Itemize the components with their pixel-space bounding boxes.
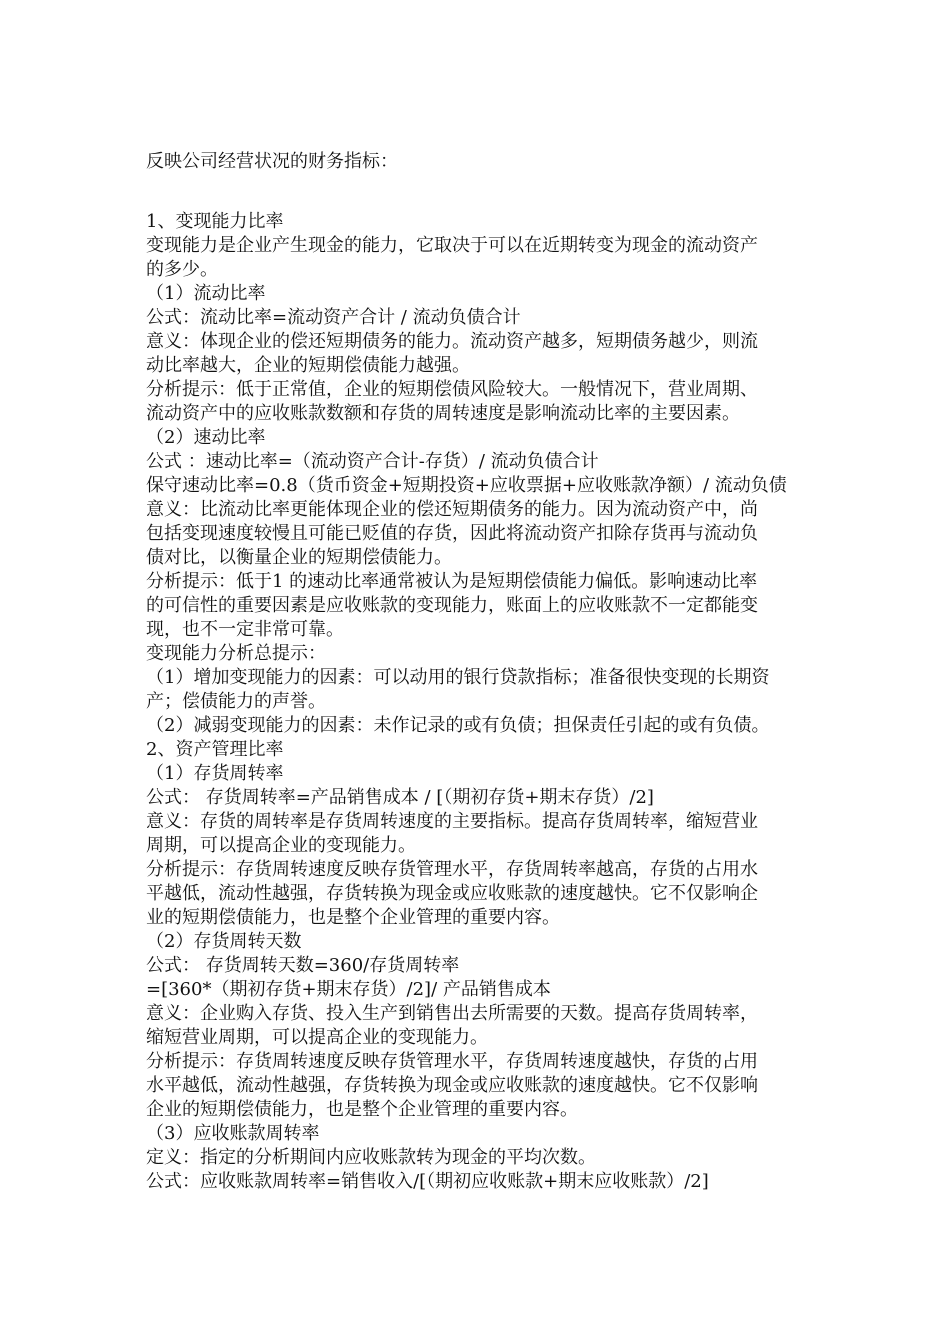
text-line: 的多少。 — [146, 259, 218, 280]
text-line: 产；偿债能力的声誉。 — [146, 691, 326, 712]
blank-line — [146, 174, 810, 210]
text-line: 业的短期偿债能力，也是整个企业管理的重要内容。 — [146, 907, 560, 928]
text-line: 分析提示：低于正常值，企业的短期偿债风险较大。一般情况下，营业周期、 — [146, 379, 758, 400]
text-line: 分析提示：存货周转速度反映存货管理水平，存货周转速度越快，存货的占用 — [146, 1051, 758, 1072]
formula-line: 保守速动比率=0.8（货币资金+短期投资+应收票据+应收账款净额）/ 流动负债 — [146, 475, 787, 496]
text-line: 变现能力是企业产生现金的能力，它取决于可以在近期转变为现金的流动资产 — [146, 235, 758, 256]
formula-line: 公式： 存货周转天数=360/存货周转率 — [146, 955, 460, 976]
text-line: 变现能力分析总提示： — [146, 643, 326, 664]
formula-line: =[360*（期初存货+期末存货）/2]/ 产品销售成本 — [146, 979, 551, 1000]
text-line: 意义：存货的周转率是存货周转速度的主要指标。提高存货周转率，缩短营业 — [146, 811, 758, 832]
text-line: 定义：指定的分析期间内应收账款转为现金的平均次数。 — [146, 1147, 596, 1168]
text-line: 平越低，流动性越强，存货转换为现金或应收账款的速度越快。它不仅影响企 — [146, 883, 758, 904]
text-line: 意义：企业购入存货、投入生产到销售出去所需要的天数。提高存货周转率， — [146, 1003, 758, 1024]
text-line: 意义：体现企业的偿还短期债务的能力。流动资产越多，短期债务越少，则流 — [146, 331, 758, 352]
text-line: 意义：比流动比率更能体现企业的偿还短期债务的能力。因为流动资产中，尚 — [146, 499, 758, 520]
document-title: 反映公司经营状况的财务指标： — [146, 151, 398, 172]
text-line: 分析提示：存货周转速度反映存货管理水平，存货周转率越高，存货的占用水 — [146, 859, 758, 880]
document-body — [146, 150, 810, 1194]
formula-line: 公式：应收账款周转率=销售收入/[（期初应收账款+期末应收账款）/2] — [146, 1171, 709, 1192]
text-line: 现，也不一定非常可靠。 — [146, 619, 344, 640]
text-line: （2）减弱变现能力的因素：未作记录的或有负债；担保责任引起的或有负债。 — [146, 715, 770, 736]
text-line: 流动资产中的应收账款数额和存货的周转速度是影响流动比率的主要因素。 — [146, 403, 740, 424]
section-heading: 1、变现能力比率 — [146, 211, 284, 232]
text-line: 缩短营业周期，可以提高企业的变现能力。 — [146, 1027, 488, 1048]
text-line: 动比率越大，企业的短期偿债能力越强。 — [146, 355, 470, 376]
subsection-heading: （2）存货周转天数 — [146, 931, 302, 952]
subsection-heading: （1）流动比率 — [146, 283, 266, 304]
text-line: 水平越低，流动性越强，存货转换为现金或应收账款的速度越快。它不仅影响 — [146, 1075, 758, 1096]
text-line: 企业的短期偿债能力，也是整个企业管理的重要内容。 — [146, 1099, 578, 1120]
text-line: 包括变现速度较慢且可能已贬值的存货，因此将流动资产扣除存货再与流动负 — [146, 523, 758, 544]
text-line: 周期，可以提高企业的变现能力。 — [146, 835, 416, 856]
formula-line: 公式： 存货周转率=产品销售成本 / [（期初存货+期末存货）/2] — [146, 787, 654, 808]
subsection-heading: （2）速动比率 — [146, 427, 266, 448]
text-line: 的可信性的重要因素是应收账款的变现能力，账面上的应收账款不一定都能变 — [146, 595, 758, 616]
text-line: 分析提示：低于1 的速动比率通常被认为是短期偿债能力偏低。影响速动比率 — [146, 571, 758, 592]
text-line: （1）增加变现能力的因素：可以动用的银行贷款指标；准备很快变现的长期资 — [146, 667, 770, 688]
subsection-heading: （1）存货周转率 — [146, 763, 284, 784]
text-line: 债对比，以衡量企业的短期偿债能力。 — [146, 547, 452, 568]
formula-line: 公式 ：速动比率=（流动资产合计-存货）/ 流动负债合计 — [146, 451, 599, 472]
section-heading: 2、资产管理比率 — [146, 739, 284, 760]
subsection-heading: （3）应收账款周转率 — [146, 1123, 320, 1144]
formula-line: 公式：流动比率=流动资产合计 / 流动负债合计 — [146, 307, 521, 328]
